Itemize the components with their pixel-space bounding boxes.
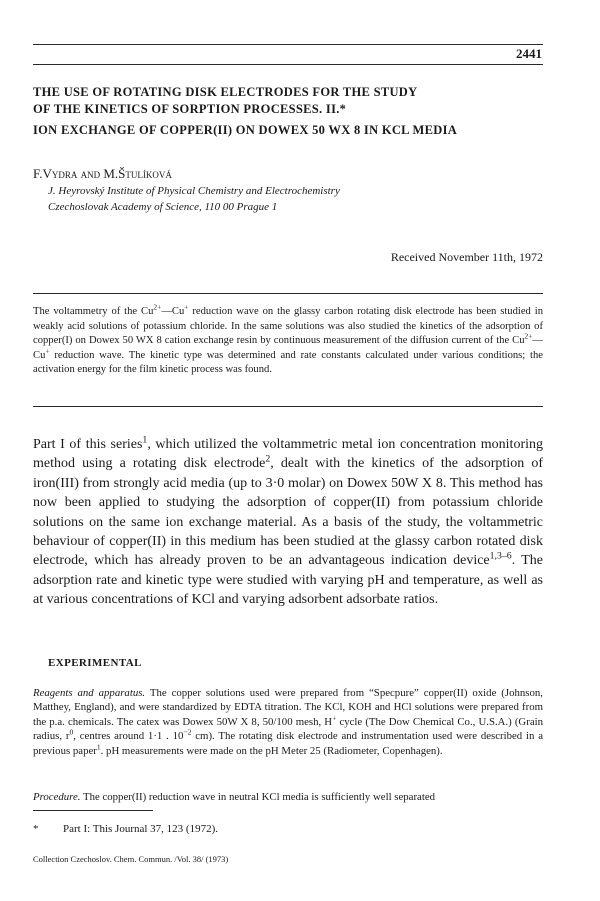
authors: F.Vydra and M.Štulíková xyxy=(33,166,172,181)
introduction: Part I of this series$^1$, which utilized the voltammetric metal ion concentration monitoring method using a rotating disk electrode$^2$, dealt with the kinetics of the adsorption of iron(III) from strongly acid media (up to 3·0 molar) on Dowex 50W X 8. This method has now been applied to studying the adsorption of copper(II) from potassium chloride solutions on the same ion exchange material. As a basis of the study, the voltammetric behaviour of copper(II) in this medium has been studied at the glassy carbon rotated disk electrode, which has already proven to be an advantageous indication device$^{1,3-6}$. The adsorption rate and kinetic type were studied with varying pH and temperature, as well as at various concentrations of KCl and varying adsorbent adsorbate ratios. xyxy=(33,434,543,608)
journal-footer: Collection Czechoslov. Chem. Commun. /Vol. 38/ (1973) xyxy=(33,854,229,864)
received-date: Received November 11th, 1972 xyxy=(390,250,543,264)
title-line-1: THE USE OF ROTATING DISK ELECTRODES FOR THE STUDY xyxy=(33,85,418,99)
abstract-rule-bottom xyxy=(33,406,543,407)
section-heading-experimental: EXPERIMENTAL xyxy=(48,657,142,669)
affiliation-line-1: J. Heyrovský Institute of Physical Chemistry and Electrochemistry xyxy=(48,185,340,197)
reagents-paragraph: Reagents and apparatus. The copper solutions used were prepared from “Specpure” copper(II) oxide (Johnson, Matthey, England), and were standardized by EDTA titration. The KCl, KOH and HCl solutions were prepared from the p.a. chemicals. The catex was Dowex 50W X 8, 50/100 mesh, H+ cycle (The Dow Chemical Co., U.S.A.) (Grain radius, $r^0$, centres around 1·1 . $10^{-2}$ cm). The rotating disk electrode and instrumentation used were described in a previous paper$^1$. pH measurements were made on the pH Meter 25 (Radiometer, Copenhagen). xyxy=(33,687,544,757)
header-rule-top xyxy=(33,44,543,45)
footnote-rule xyxy=(33,810,153,811)
title-line-2: OF THE KINETICS OF SORPTION PROCESSES. II.* xyxy=(33,102,347,116)
title-line-3: ION EXCHANGE OF COPPER(II) ON DOWEX 50 WX 8 IN KCL MEDIA xyxy=(33,123,458,137)
header-rule-bottom xyxy=(33,64,543,65)
abstract: The voltammetry of the $Cu^{2+}—Cu^+$ reduction wave on the glassy carbon rotating disk electrode has been studied in weakly acid solutions of potassium chloride. In the same solutions was also studied the kinetics of the adsorption of copper(I) on Dowex 50 WX 8 cation exchange resin by continuous measurement of the diffusion current of the $Cu^{2+}—Cu^+$ reduction wave. The kinetic type was determined and rate constants calculated under various conditions; the activation energy for the film kinetic process was found. xyxy=(33,302,543,376)
footnote: * Part I: This Journal 37, 123 (1972). xyxy=(33,823,219,835)
page-number: 2441 xyxy=(516,46,542,61)
abstract-rule-top xyxy=(33,293,543,294)
procedure-paragraph: Procedure. The copper(II) reduction wave in neutral KCl media is sufficiently well separated xyxy=(33,791,436,803)
affiliation-line-2: Czechoslovak Academy of Science, 110 00 Prague 1 xyxy=(48,201,278,213)
